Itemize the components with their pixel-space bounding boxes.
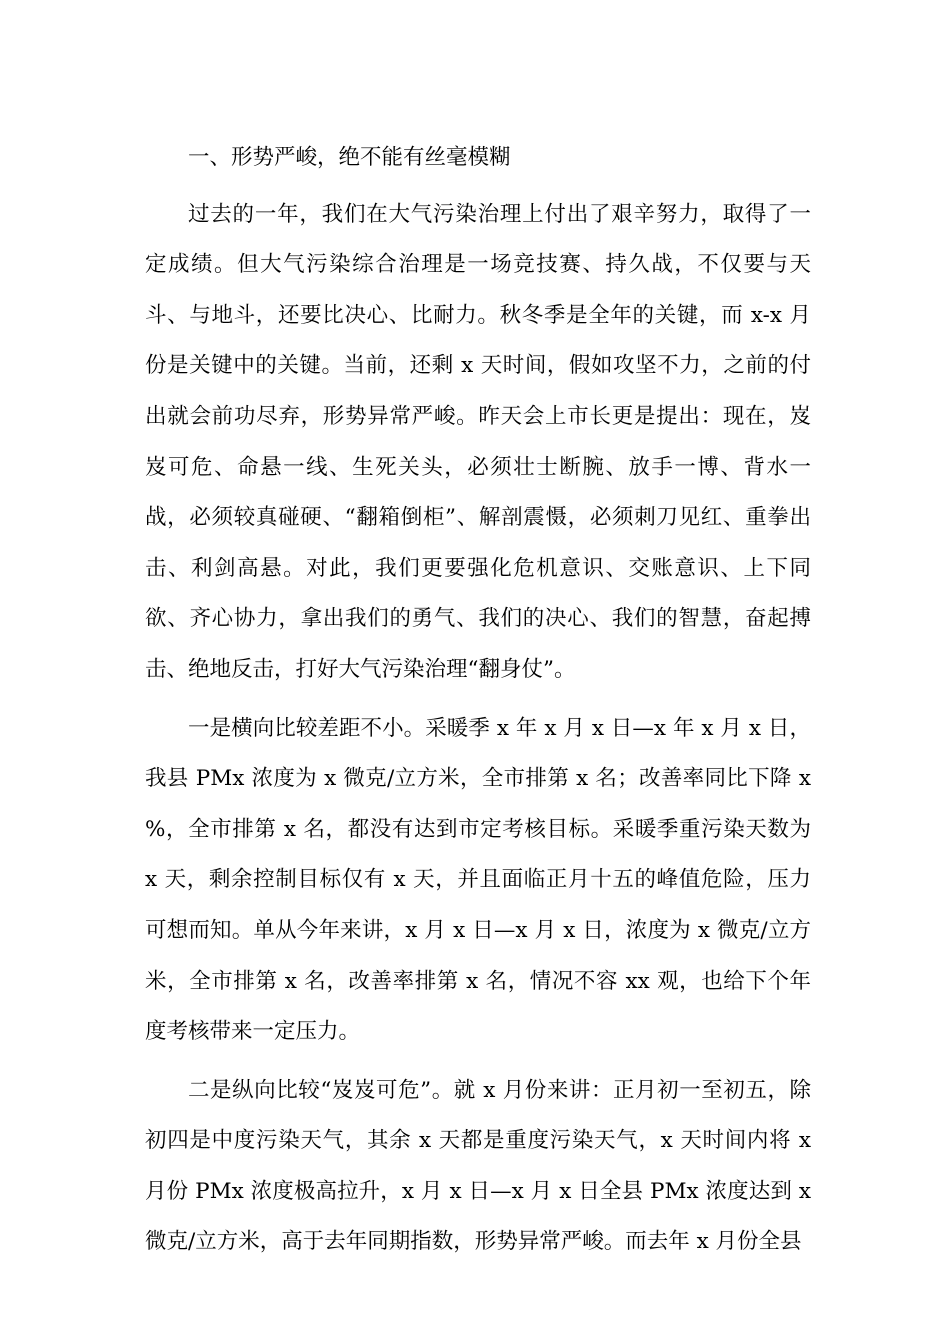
document-body	[145, 133, 811, 1268]
section-heading: 一、形势严峻，绝不能有丝毫模糊	[188, 145, 511, 170]
paragraph-gap	[145, 1058, 811, 1066]
paragraph-2: 一是横向比较差距不小。采暖季 x 年 x 月 x 日—x 年 x 月 x 日，我县 PMx 浓度为 x 微克/立方米，全市排第 x 名；改善率同比下降 x %，全市排第 x 名，都没有达到市定考核目标。采暖季重污染天数为 x 天，剩余控制目标仅有 x 天，并且面临正月十五的峰值危险，压力可想而知。单从今年来讲，x 月 x 日—x 月 x 日，浓度为 x 微克/立方米，全市排第 x 名，改善率排第 x 名，情况不容 xx 观，也给下个年度考核带来一定压力。	[145, 715, 811, 1045]
paragraph-1: 过去的一年，我们在大气污染治理上付出了艰辛努力，取得了一定成绩。但大气污染综合治理是一场竞技赛、持久战，不仅要与天斗、与地斗，还要比决心、比耐力。秋冬季是全年的关键，而 x-x 月份是关键中的关键。当前，还剩 x 天时间，假如攻坚不力，之前的付出就会前功尽弃，形势异常严峻。昨天会上市长更是提出：现在，岌岌可危、命悬一线、生死关头，必须壮士断腕、放手一博、背水一战，必须较真碰硬、“翻箱倒柜”、解剖震慑，必须刺刀见红、重拳出击、利剑高悬。对此，我们更要强化危机意识、交账意识、上下同欲、齐心协力，拿出我们的勇气、我们的决心、我们的智慧，奋起搏击、绝地反击，打好大气污染治理“翻身仗”。	[145, 201, 811, 682]
paragraph-3: 二是纵向比较“岌岌可危”。就 x 月份来讲：正月初一至初五，除初四是中度污染天气，其余 x 天都是重度污染天气，x 天时间内将 x 月份 PMx 浓度极高拉升，x 月 x 日—x 月 x 日全县 PMx 浓度达到 x 微克/立方米，高于去年同期指数，形势异常严峻。而去年 x 月份全县	[145, 1077, 811, 1255]
paragraph-gap	[145, 696, 811, 704]
